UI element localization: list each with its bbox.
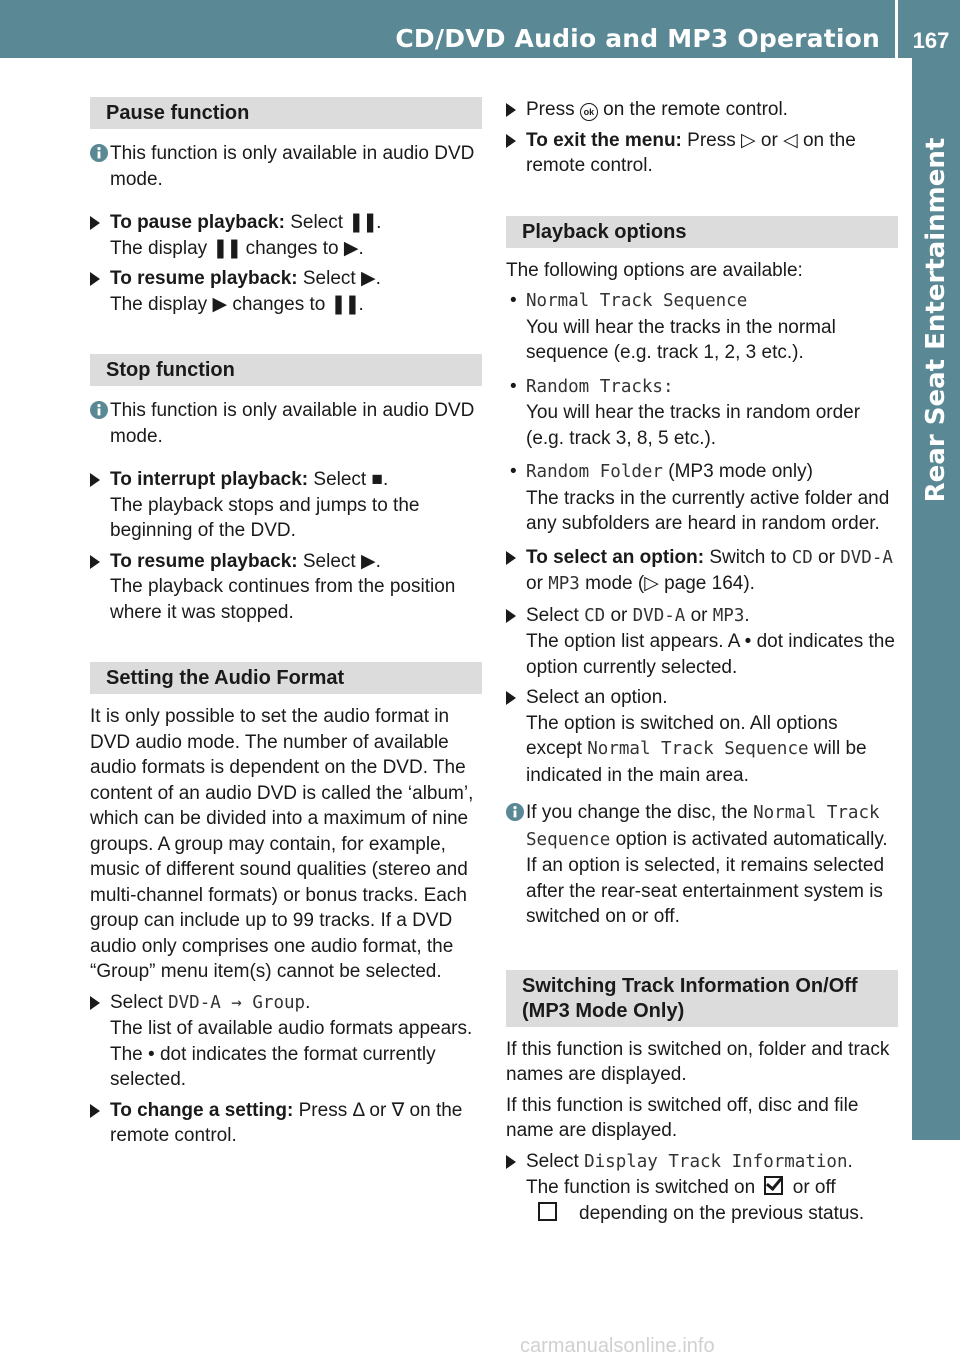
step-select-an-option	[506, 685, 898, 788]
step-select-option	[506, 545, 898, 598]
option-item	[506, 288, 898, 366]
step-text: Select	[526, 1150, 585, 1172]
step-text: .	[744, 604, 750, 626]
step-text: Select	[297, 268, 361, 289]
footer-watermark: carmanualsonline.info	[520, 1335, 715, 1357]
section-title-audio-format: Setting the Audio Format	[90, 662, 482, 694]
step-label: To change a setting:	[110, 1099, 294, 1121]
info-note	[90, 141, 482, 192]
step-desc: The option list appears. A • dot indicates the option currently selected.	[526, 631, 895, 678]
option-name: Random Tracks:	[526, 376, 674, 397]
step-desc: The display	[110, 293, 213, 315]
arrow-icon	[506, 134, 516, 148]
mode-name: DVD-A	[632, 605, 686, 626]
step-text: or	[605, 604, 633, 626]
step-desc: .	[358, 293, 364, 315]
step-label: To resume playback:	[110, 268, 298, 289]
step-desc: .	[358, 237, 364, 259]
body-paragraph: If this function is switched on, folder and track names are displayed.	[506, 1038, 890, 1085]
arrow-icon	[90, 216, 100, 230]
section-title-playback: Playback options	[506, 216, 898, 248]
play-icon: ▶	[360, 268, 376, 289]
arrow-icon	[90, 555, 100, 569]
section-title-stop: Stop function	[90, 354, 482, 386]
pause-icon: ❚❚	[212, 237, 241, 259]
mode-name: CD	[584, 605, 606, 626]
mode-name: CD	[791, 547, 813, 568]
step-text: or	[685, 604, 713, 626]
ok-icon: ok	[580, 103, 598, 121]
bullet-icon: •	[510, 375, 517, 397]
option-desc: The tracks in the currently active folder and any subfolders are heard in random order.	[526, 487, 890, 534]
step-text: Press ▷ or ◁ on the remote control.	[526, 129, 856, 176]
step-desc: The playback stops and jumps to the beginning of the DVD.	[110, 494, 420, 541]
option-name: Random Folder	[526, 462, 663, 482]
step-desc: The function is switched on	[526, 1177, 761, 1198]
step-desc: depending on the previous status.	[579, 1202, 865, 1224]
arrow-icon	[506, 609, 516, 623]
step-select	[90, 990, 482, 1093]
info-icon	[506, 803, 524, 821]
step-label: To select an option:	[526, 546, 705, 568]
bullet-icon: •	[510, 461, 517, 482]
checkbox-checked-icon	[764, 1176, 783, 1195]
stop-icon: ■	[371, 469, 383, 490]
play-icon: ▶	[343, 237, 359, 259]
step-text: .	[376, 212, 382, 233]
step-desc: or off	[787, 1177, 836, 1198]
step-press-ok	[506, 97, 898, 123]
pause-icon: ❚❚	[330, 293, 359, 315]
step-desc: The list of available audio formats appears. The • dot indicates the format currently selected.	[110, 1018, 473, 1090]
arrow-icon	[506, 551, 516, 565]
step-select-mode	[506, 603, 898, 681]
step-text: Press	[526, 99, 580, 120]
body-paragraph: It is only possible to set the audio format in DVD audio mode. The number of available audio formats is dependent on the DVD. The content of an audio DVD is called the ‘album’, which can be divided into a maximum of nine groups. A group may contain, for example, music of different sound qualities (stereo and multi-channel formats) or bonus tracks. Each group can include up to 99 tracks. If a DVD audio only comprises one audio format, the “Group” menu item(s) cannot be selected.	[90, 706, 474, 982]
step-text: Select	[284, 212, 349, 233]
option-name: Normal Track Sequence	[526, 291, 748, 311]
left-column	[90, 97, 482, 1154]
page-title: CD/DVD Audio and MP3 Operation	[395, 24, 880, 53]
step-exit-menu	[506, 128, 898, 179]
step-text: or	[526, 573, 549, 594]
step-interrupt	[90, 467, 482, 544]
section-title-track-info: Switching Track Information On/Off (MP3 Mode Only)	[506, 970, 898, 1027]
info-icon	[90, 144, 108, 162]
note-text: option is activated automatically. If an option is selected, it remains selected after the rear-seat entertainment system is switched on or off.	[526, 828, 888, 927]
step-label: To interrupt playback:	[110, 469, 309, 490]
arrow-icon	[506, 103, 516, 117]
step-text: Select	[297, 550, 361, 572]
mode-name: MP3	[712, 605, 745, 626]
arrow-icon	[90, 272, 100, 286]
note-text: This function is only available in audio DVD mode.	[110, 143, 475, 190]
play-icon: ▶	[212, 293, 228, 315]
arrow-icon	[90, 996, 100, 1010]
note-text: If you change the disc, the	[526, 802, 754, 823]
step-resume	[90, 266, 482, 317]
step-desc: The playback continues from the position where it was stopped.	[110, 576, 456, 623]
step-select-display	[506, 1149, 898, 1227]
side-tab-label: Rear Seat Entertainment	[921, 137, 951, 503]
step-label: To pause playback:	[110, 212, 285, 233]
option-name: Normal Track Sequence	[587, 739, 809, 759]
step-desc: The option is switched on. All options except	[526, 712, 838, 759]
checkbox-unchecked-icon	[538, 1202, 557, 1221]
menu-item-name: Display Track Information	[584, 1151, 848, 1172]
step-desc: changes to	[227, 293, 331, 315]
step-text: on the remote control.	[597, 99, 788, 120]
step-text: .	[382, 469, 389, 490]
option-name: Normal Track Sequence	[526, 803, 880, 850]
arrow-icon	[90, 1104, 100, 1118]
step-text: Select an option.	[526, 687, 668, 708]
step-label: To resume playback:	[110, 550, 298, 572]
step-text: .	[375, 268, 381, 289]
step-desc: will be indicated in the main area.	[526, 738, 867, 786]
option-item	[506, 374, 898, 452]
info-note	[90, 398, 482, 449]
option-suffix: (MP3 mode only)	[662, 461, 813, 482]
play-icon: ▶	[360, 550, 376, 572]
note-text: This function is only available in audio DVD mode.	[110, 400, 475, 447]
step-text: .	[375, 550, 381, 572]
intro-text: The following options are available:	[506, 259, 803, 281]
arrow-icon	[506, 1155, 516, 1169]
option-item	[506, 459, 898, 537]
mode-name: MP3	[548, 574, 580, 594]
step-text: mode (▷ page 164).	[579, 573, 755, 594]
right-column	[506, 97, 898, 1231]
mode-name: DVD-A	[840, 547, 893, 568]
option-desc: You will hear the tracks in random order (e.g. track 3, 8, 5 etc.).	[526, 402, 861, 449]
step-text: Select	[308, 469, 372, 490]
step-desc: changes to	[240, 237, 344, 259]
step-pause	[90, 210, 482, 261]
menu-path: DVD-A → Group	[168, 992, 306, 1013]
page-number: 167	[912, 28, 950, 53]
header-divider	[895, 0, 898, 58]
bullet-icon: •	[510, 290, 517, 311]
pause-icon: ❚❚	[348, 212, 377, 233]
step-desc: The display	[110, 237, 213, 259]
option-desc: You will hear the tracks in the normal sequence (e.g. track 1, 2, 3 etc.).	[526, 316, 836, 363]
step-text: .	[305, 991, 311, 1013]
step-text: Select	[110, 991, 169, 1013]
step-text: Select	[526, 604, 585, 626]
info-icon	[90, 401, 108, 419]
step-text: or	[812, 546, 841, 568]
step-change-setting	[90, 1098, 482, 1149]
body-paragraph: If this function is switched off, disc and file name are displayed.	[506, 1094, 859, 1141]
step-text: Press Δ or ∇ on the remote control.	[110, 1099, 463, 1146]
info-note	[506, 800, 898, 930]
section-title-pause: Pause function	[90, 97, 482, 129]
step-text: .	[847, 1150, 853, 1172]
step-label: To exit the menu:	[526, 129, 682, 151]
arrow-icon	[506, 691, 516, 705]
step-text: Switch to	[704, 546, 792, 568]
arrow-icon	[90, 473, 100, 487]
step-resume	[90, 549, 482, 626]
